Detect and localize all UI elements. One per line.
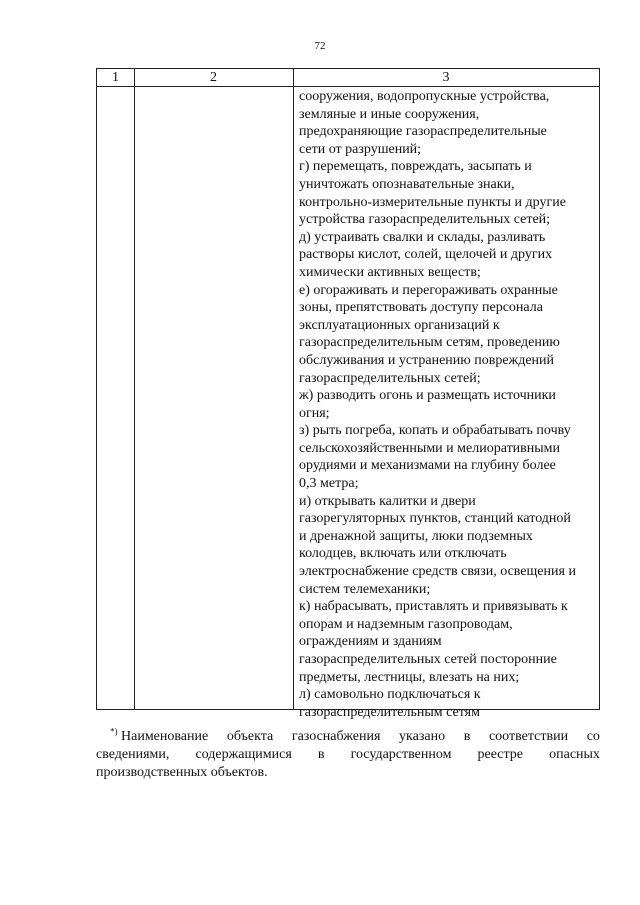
footnote-word: указано xyxy=(399,729,446,744)
table-cell-line: устройства газораспределительных сетей; xyxy=(299,212,551,228)
table-cell-line: электроснабжение средств связи, освещения и xyxy=(299,564,576,580)
table-cell-line: газораспределительным сетям, проведению xyxy=(299,335,560,351)
footnote-line-3: производственных объектов. xyxy=(96,765,268,780)
table-cell-line: газораспределительных сетей посторонние xyxy=(299,652,557,667)
table-cell-line: газораспределительным сетям xyxy=(299,704,480,720)
footnote-word: объекта xyxy=(226,729,274,744)
document-table xyxy=(96,68,600,720)
table-cell-line: и дренажной защиты, люки подземных xyxy=(299,528,533,544)
table-header-col-2: 2 xyxy=(210,70,217,85)
footnote-word: содержащимися xyxy=(195,747,292,762)
table-cell-line: л) самовольно подключаться к xyxy=(299,687,481,703)
table-cell-line: и) открывать калитки и двери xyxy=(299,493,476,509)
table-cell-line: систем телемеханики; xyxy=(299,581,431,597)
footnote-line-2 xyxy=(96,746,600,764)
table-cell-line: предметы, лестницы, влезать на них; xyxy=(299,669,520,685)
table-cell-line: сельскохозяйственными и мелиоративными xyxy=(299,440,561,456)
table-cell-line: сети от разрушений; xyxy=(299,141,422,157)
page-number: 72 xyxy=(314,40,326,52)
table-cell-line: земляные и иные сооружения, xyxy=(299,106,480,122)
footnote-word: государственном xyxy=(350,747,452,762)
table-cell-line: газорегуляторных пунктов, станций катодной xyxy=(299,511,571,527)
table-cell-line: ограждениям и зданиям xyxy=(299,634,442,650)
table-header-divider xyxy=(97,86,599,87)
footnote-word: соответствии xyxy=(488,729,569,744)
footnote-word: газоснабжения xyxy=(291,729,381,744)
footnote xyxy=(96,728,600,782)
table-cell-line: з) рыть погреба, копать и обрабатывать почву xyxy=(299,423,571,439)
footnote-word: в xyxy=(317,747,325,762)
table-cell-line: г) перемещать, повреждать, засыпать и xyxy=(299,159,532,175)
footnote-line-1 xyxy=(96,728,600,746)
table-cell-col-3 xyxy=(299,88,599,721)
table-cell-line: д) устраивать свалки и склады, разливать xyxy=(299,229,546,245)
table-cell-line: предохраняющие газораспределительные xyxy=(299,124,547,140)
table-header-col-3: 3 xyxy=(442,70,450,85)
footnote-word: сведениями, xyxy=(96,747,170,762)
table-cell-line: газораспределительных сетей; xyxy=(299,370,481,386)
table-cell-line: огня; xyxy=(299,405,330,421)
table-cell-line: зоны, препятствовать доступу персонала xyxy=(299,300,543,316)
table-divider-col1 xyxy=(134,69,135,709)
table-cell-line: химически активных веществ; xyxy=(299,264,481,280)
footnote-word: Наименование xyxy=(121,729,209,744)
table-cell-line: контрольно-измерительные пункты и другие xyxy=(299,194,566,210)
table-cell-line: сооружения, водопропускные устройства, xyxy=(299,89,550,104)
table-cell-line: опорам и надземным газопроводам, xyxy=(299,616,513,632)
table-divider-col2 xyxy=(293,69,294,709)
table-cell-line: растворы кислот, солей, щелочей и других xyxy=(299,247,553,263)
footnote-word: реестре xyxy=(477,747,524,762)
footnote-word: со xyxy=(586,729,600,744)
footnote-mark: *) xyxy=(110,726,118,737)
footnote-word: в xyxy=(463,729,471,744)
table-cell-line: ж) разводить огонь и размещать источники xyxy=(299,388,556,404)
table-cell-line: к) набрасывать, приставлять и привязывать к xyxy=(299,599,568,615)
table-cell-line: 0,3 метра; xyxy=(299,476,359,492)
table-cell-line: обслуживания и устранению повреждений xyxy=(299,352,555,368)
table-cell-line: колодцев, включать или отключать xyxy=(299,546,507,562)
table-cell-line: эксплуатационных организаций к xyxy=(299,317,500,333)
table-header-col-1: 1 xyxy=(112,70,119,85)
footnote-word: опасных xyxy=(549,747,600,762)
table-cell-line: е) огораживать и перегораживать охранные xyxy=(299,282,558,298)
table-cell-line: уничтожать опознавательные знаки, xyxy=(299,176,515,192)
table-cell-line: орудиями и механизмами на глубину более xyxy=(299,458,556,474)
